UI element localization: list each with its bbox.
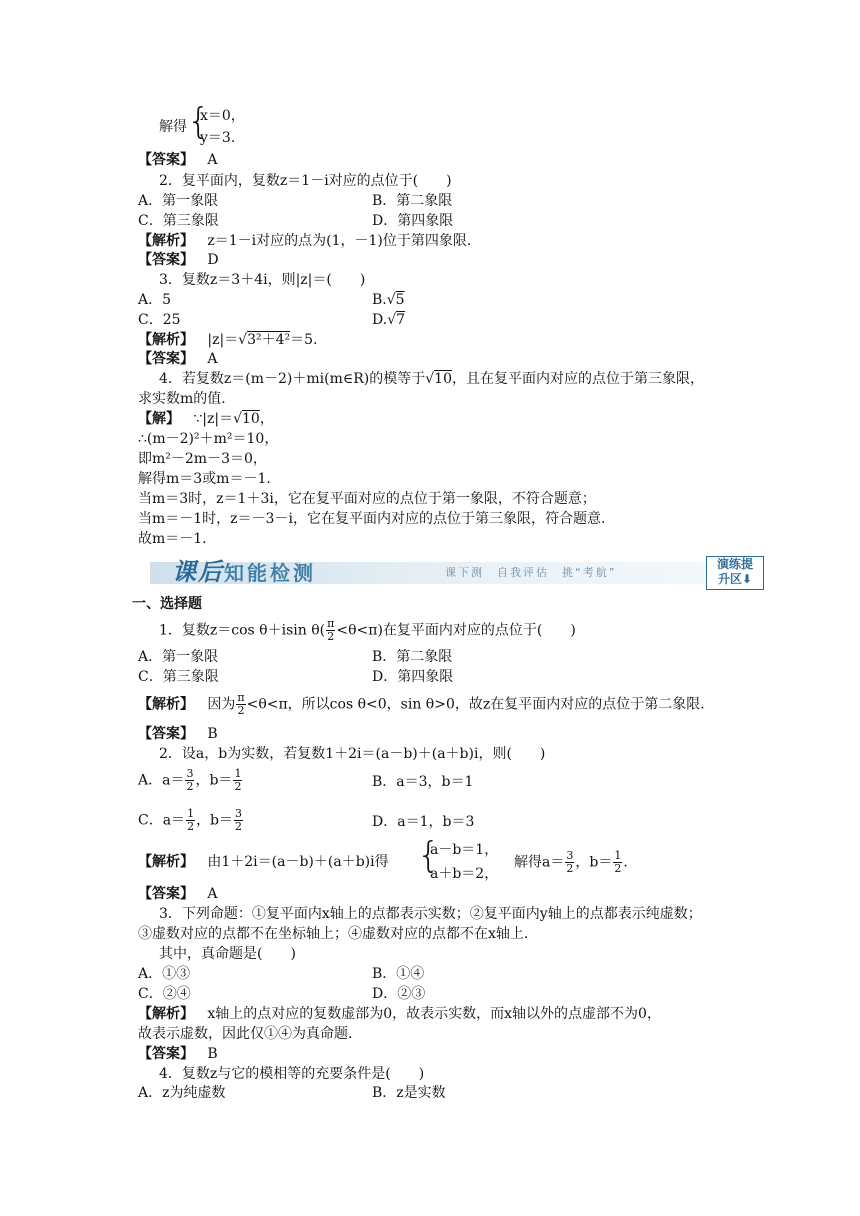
p2-system-line-1: a－b＝1， <box>430 842 499 858</box>
p1-analysis-fraction <box>236 692 245 717</box>
q4-solution-line-5: 当m＝3时，z＝1＋3i，它在复平面对应的点位于第一象限，不符合题意； <box>138 491 596 507</box>
analysis-tag: 【解析】 <box>138 233 194 249</box>
answer-tag: 【答案】 <box>138 252 194 268</box>
p3-option-c: C．②④ <box>138 986 191 1002</box>
q2-option-d: D．第四象限 <box>372 213 454 229</box>
banner-badge-line-1: 演练提 <box>716 557 753 571</box>
section-heading: 一、选择题 <box>132 596 202 612</box>
p2-analysis-pre: 由1＋2i＝(a－b)＋(a＋b)i得 <box>207 854 389 870</box>
p2-brace: { <box>417 835 440 876</box>
p1-stem <box>159 618 576 643</box>
q3-option-b-prefix: B. <box>372 292 387 308</box>
solution-tag: 【解】 <box>138 411 180 427</box>
fraction-numerator: 1 <box>234 767 242 780</box>
p1-analysis-post: <θ<π，所以cos θ<0，sin θ>0，故z在复平面内对应的点位于第二象限． <box>246 696 715 713</box>
fraction <box>613 850 622 875</box>
q3-option-d: D.√7 <box>372 312 406 328</box>
q2-stem: 2．复平面内，复数z＝1－i对应的点位于( ) <box>159 173 452 189</box>
p2-answer-line <box>138 884 217 904</box>
q4-line-1-radicand: 10 <box>242 411 260 427</box>
p3-answer-value: B <box>207 1046 218 1062</box>
fraction-numerator: 3 <box>186 767 194 780</box>
p3-analysis-line-1 <box>138 1004 661 1024</box>
p1-answer-line <box>138 724 218 744</box>
fraction-numerator: 3 <box>566 849 574 862</box>
fraction <box>185 768 194 793</box>
p2-option-c <box>138 808 244 833</box>
q3-analysis-radicand: 3²＋4² <box>247 332 291 348</box>
fraction-numerator: 1 <box>187 807 195 820</box>
p3-option-d: D．②③ <box>372 986 426 1002</box>
p2-stem: 2．设a，b为实数，若复数1＋2i＝(a－b)＋(a＋b)i，则( ) <box>159 746 546 762</box>
q4-solution-line-3: 即m²－2m－3＝0， <box>138 451 267 467</box>
p1-answer-value: B <box>207 726 218 742</box>
banner-title <box>172 556 316 589</box>
analysis-tag: 【解析】 <box>138 332 194 348</box>
fraction <box>234 808 243 833</box>
banner-subtitle: 课下测 自我评估 挑“考航” <box>445 566 617 579</box>
p2-option-d: D．a＝1，b＝3 <box>372 814 475 830</box>
p1-option-c: C．第三象限 <box>138 669 219 685</box>
p3-stem-line-2: ③虚数对应的点都不在坐标轴上；④虚数对应的点都不在x轴上． <box>138 926 538 942</box>
p2-option-c-mid: ，b＝ <box>196 812 234 829</box>
p2-option-a <box>138 768 243 793</box>
answer-tag: 【答案】 <box>138 886 194 902</box>
fraction-denominator: 2 <box>566 862 574 875</box>
q1-answer-line <box>138 150 217 170</box>
section-banner <box>150 556 762 590</box>
answer-tag: 【答案】 <box>138 726 194 742</box>
q1-brace: { <box>187 101 210 142</box>
q4-solution-line-6: 当m＝－1时，z＝－3－i，它在复平面内对应的点位于第三象限，符合题意. <box>138 511 606 527</box>
answer-tag: 【答案】 <box>138 1046 194 1062</box>
q2-answer-line <box>138 250 219 270</box>
q4-stem-post: ，且在复平面内对应的点位于第三象限， <box>452 371 704 387</box>
q2-option-b: B．第二象限 <box>372 193 453 209</box>
p1-stem-post: <θ<π)在复平面内对应的点位于( ) <box>336 622 576 639</box>
q3-answer-value: A <box>207 351 218 367</box>
q4-solution-line-2: ∴(m－2)²＋m²＝10， <box>138 431 279 447</box>
p2-analysis-solve: 解得a＝ <box>514 854 565 871</box>
p2-option-a-pre: A．a＝ <box>138 772 185 789</box>
q3-option-a: A．5 <box>138 292 172 308</box>
p1-fraction <box>326 618 335 643</box>
q1-answer-value: A <box>207 152 218 168</box>
fraction-denominator: 2 <box>187 820 195 833</box>
q2-option-c: C．第三象限 <box>138 213 219 229</box>
q3-option-d-radicand: 7 <box>396 312 406 328</box>
fraction-denominator: 2 <box>614 862 622 875</box>
q3-analysis-post: ＝5. <box>290 332 318 348</box>
q3-stem: 3．复数z＝3＋4i，则|z|＝( ) <box>159 272 366 288</box>
q3-option-c: C．25 <box>138 312 181 328</box>
analysis-tag: 【解析】 <box>138 1006 194 1022</box>
fraction <box>565 850 574 875</box>
fraction-denominator: 2 <box>237 704 245 717</box>
p2-system-line-2: a＋b＝2， <box>430 866 499 882</box>
fraction-numerator: 3 <box>235 807 243 820</box>
p3-answer-line <box>138 1044 218 1064</box>
banner-title-part-1: 课后 <box>172 558 224 586</box>
fraction-denominator: 2 <box>235 820 243 833</box>
p2-option-a-mid: ，b＝ <box>195 772 233 789</box>
q3-option-b-radicand: 5 <box>395 292 405 308</box>
p1-analysis <box>138 692 714 717</box>
p2-analysis-end: . <box>623 854 628 871</box>
q3-analysis: 【解析】 |z|＝√3²＋4²＝5. <box>138 332 318 348</box>
p1-option-b: B．第二象限 <box>372 649 453 665</box>
banner-title-part-2: 知能检测 <box>224 561 316 585</box>
answer-tag: 【答案】 <box>138 152 194 168</box>
q4-stem-line-1: 4．若复数z＝(m－2)＋mi(m∈R)的模等于√10，且在复平面内对应的点位于第三象限， <box>159 371 704 387</box>
answer-tag: 【答案】 <box>138 351 194 367</box>
banner-badge <box>706 556 764 590</box>
q2-analysis-text: z＝1－i对应的点为(1，－1)位于第四象限． <box>207 233 481 249</box>
p1-analysis-pre: 因为 <box>207 696 236 713</box>
q4-stem-pre: 4．若复数z＝(m－2)＋mi(m∈R)的模等于 <box>159 371 426 387</box>
p2-analysis-lead <box>138 852 389 872</box>
q4-stem-radicand: 10 <box>434 371 452 387</box>
q4-solution-line-4: 解得m＝3或m＝－1. <box>138 471 271 487</box>
q2-analysis <box>138 231 481 251</box>
fraction-denominator: 2 <box>186 780 194 793</box>
p2-answer-value: A <box>207 886 218 902</box>
p4-option-b: B．z是实数 <box>372 1085 446 1101</box>
q3-analysis-pre: |z|＝ <box>207 332 239 348</box>
q1-system-line-1: x＝0， <box>200 108 245 124</box>
p3-option-a: A．①③ <box>138 966 191 982</box>
analysis-tag: 【解析】 <box>138 854 194 870</box>
p3-analysis-line-2: 故表示虚数，因此仅①④为真命题． <box>138 1026 362 1042</box>
fraction-numerator: 1 <box>614 849 622 862</box>
fraction-denominator: 2 <box>234 780 242 793</box>
p2-option-b: B．a＝3，b＝1 <box>372 774 474 790</box>
p1-option-a: A．第一象限 <box>138 649 219 665</box>
fraction <box>186 808 195 833</box>
p3-option-b: B．①④ <box>372 966 425 982</box>
p4-option-a: A．z为纯虚数 <box>138 1085 226 1101</box>
q3-option-b: B.√5 <box>372 292 405 308</box>
p1-option-d: D．第四象限 <box>372 669 454 685</box>
analysis-tag: 【解析】 <box>138 696 194 713</box>
q4-stem-line-2: 求实数m的值. <box>138 391 226 407</box>
fraction-numerator: π <box>327 617 335 630</box>
fraction-denominator: 2 <box>327 630 335 643</box>
q3-option-d-prefix: D. <box>372 312 388 328</box>
fraction-numerator: π <box>237 691 245 704</box>
p3-stem-line-1: 3．下列命题：①复平面内x轴上的点都表示实数；②复平面内y轴上的点都表示纯虚数； <box>159 906 702 922</box>
q4-solution-line-7: 故m＝－1. <box>138 531 207 547</box>
p3-stem-line-3: 其中，真命题是( ) <box>159 946 296 962</box>
fraction <box>233 768 242 793</box>
p4-stem: 4．复数z与它的模相等的充要条件是( ) <box>159 1066 425 1082</box>
q4-solution-line-1: 【解】 ∵|z|＝√10， <box>138 411 274 427</box>
p1-stem-pre: 1．复数z＝cos θ＋isin θ( <box>159 622 326 639</box>
q2-option-a: A．第一象限 <box>138 193 219 209</box>
q2-answer-value: D <box>207 252 219 268</box>
p3-analysis-text-1: x轴上的点对应的复数虚部为0，故表示实数，而x轴以外的点虚部不为0， <box>207 1006 661 1022</box>
q1-solve-label: 解得 <box>159 119 187 135</box>
q3-answer-line <box>138 349 217 369</box>
banner-badge-line-2: 升区⬇ <box>717 572 753 586</box>
p2-option-c-pre: C．a＝ <box>138 812 186 829</box>
p2-analysis-mid: ，b＝ <box>575 854 613 871</box>
p2-analysis-result <box>514 850 628 875</box>
q4-line-1-pre: ∵|z|＝ <box>193 411 234 427</box>
q1-system-line-2: y＝3. <box>200 130 236 146</box>
q4-line-1-post: ， <box>259 411 274 427</box>
